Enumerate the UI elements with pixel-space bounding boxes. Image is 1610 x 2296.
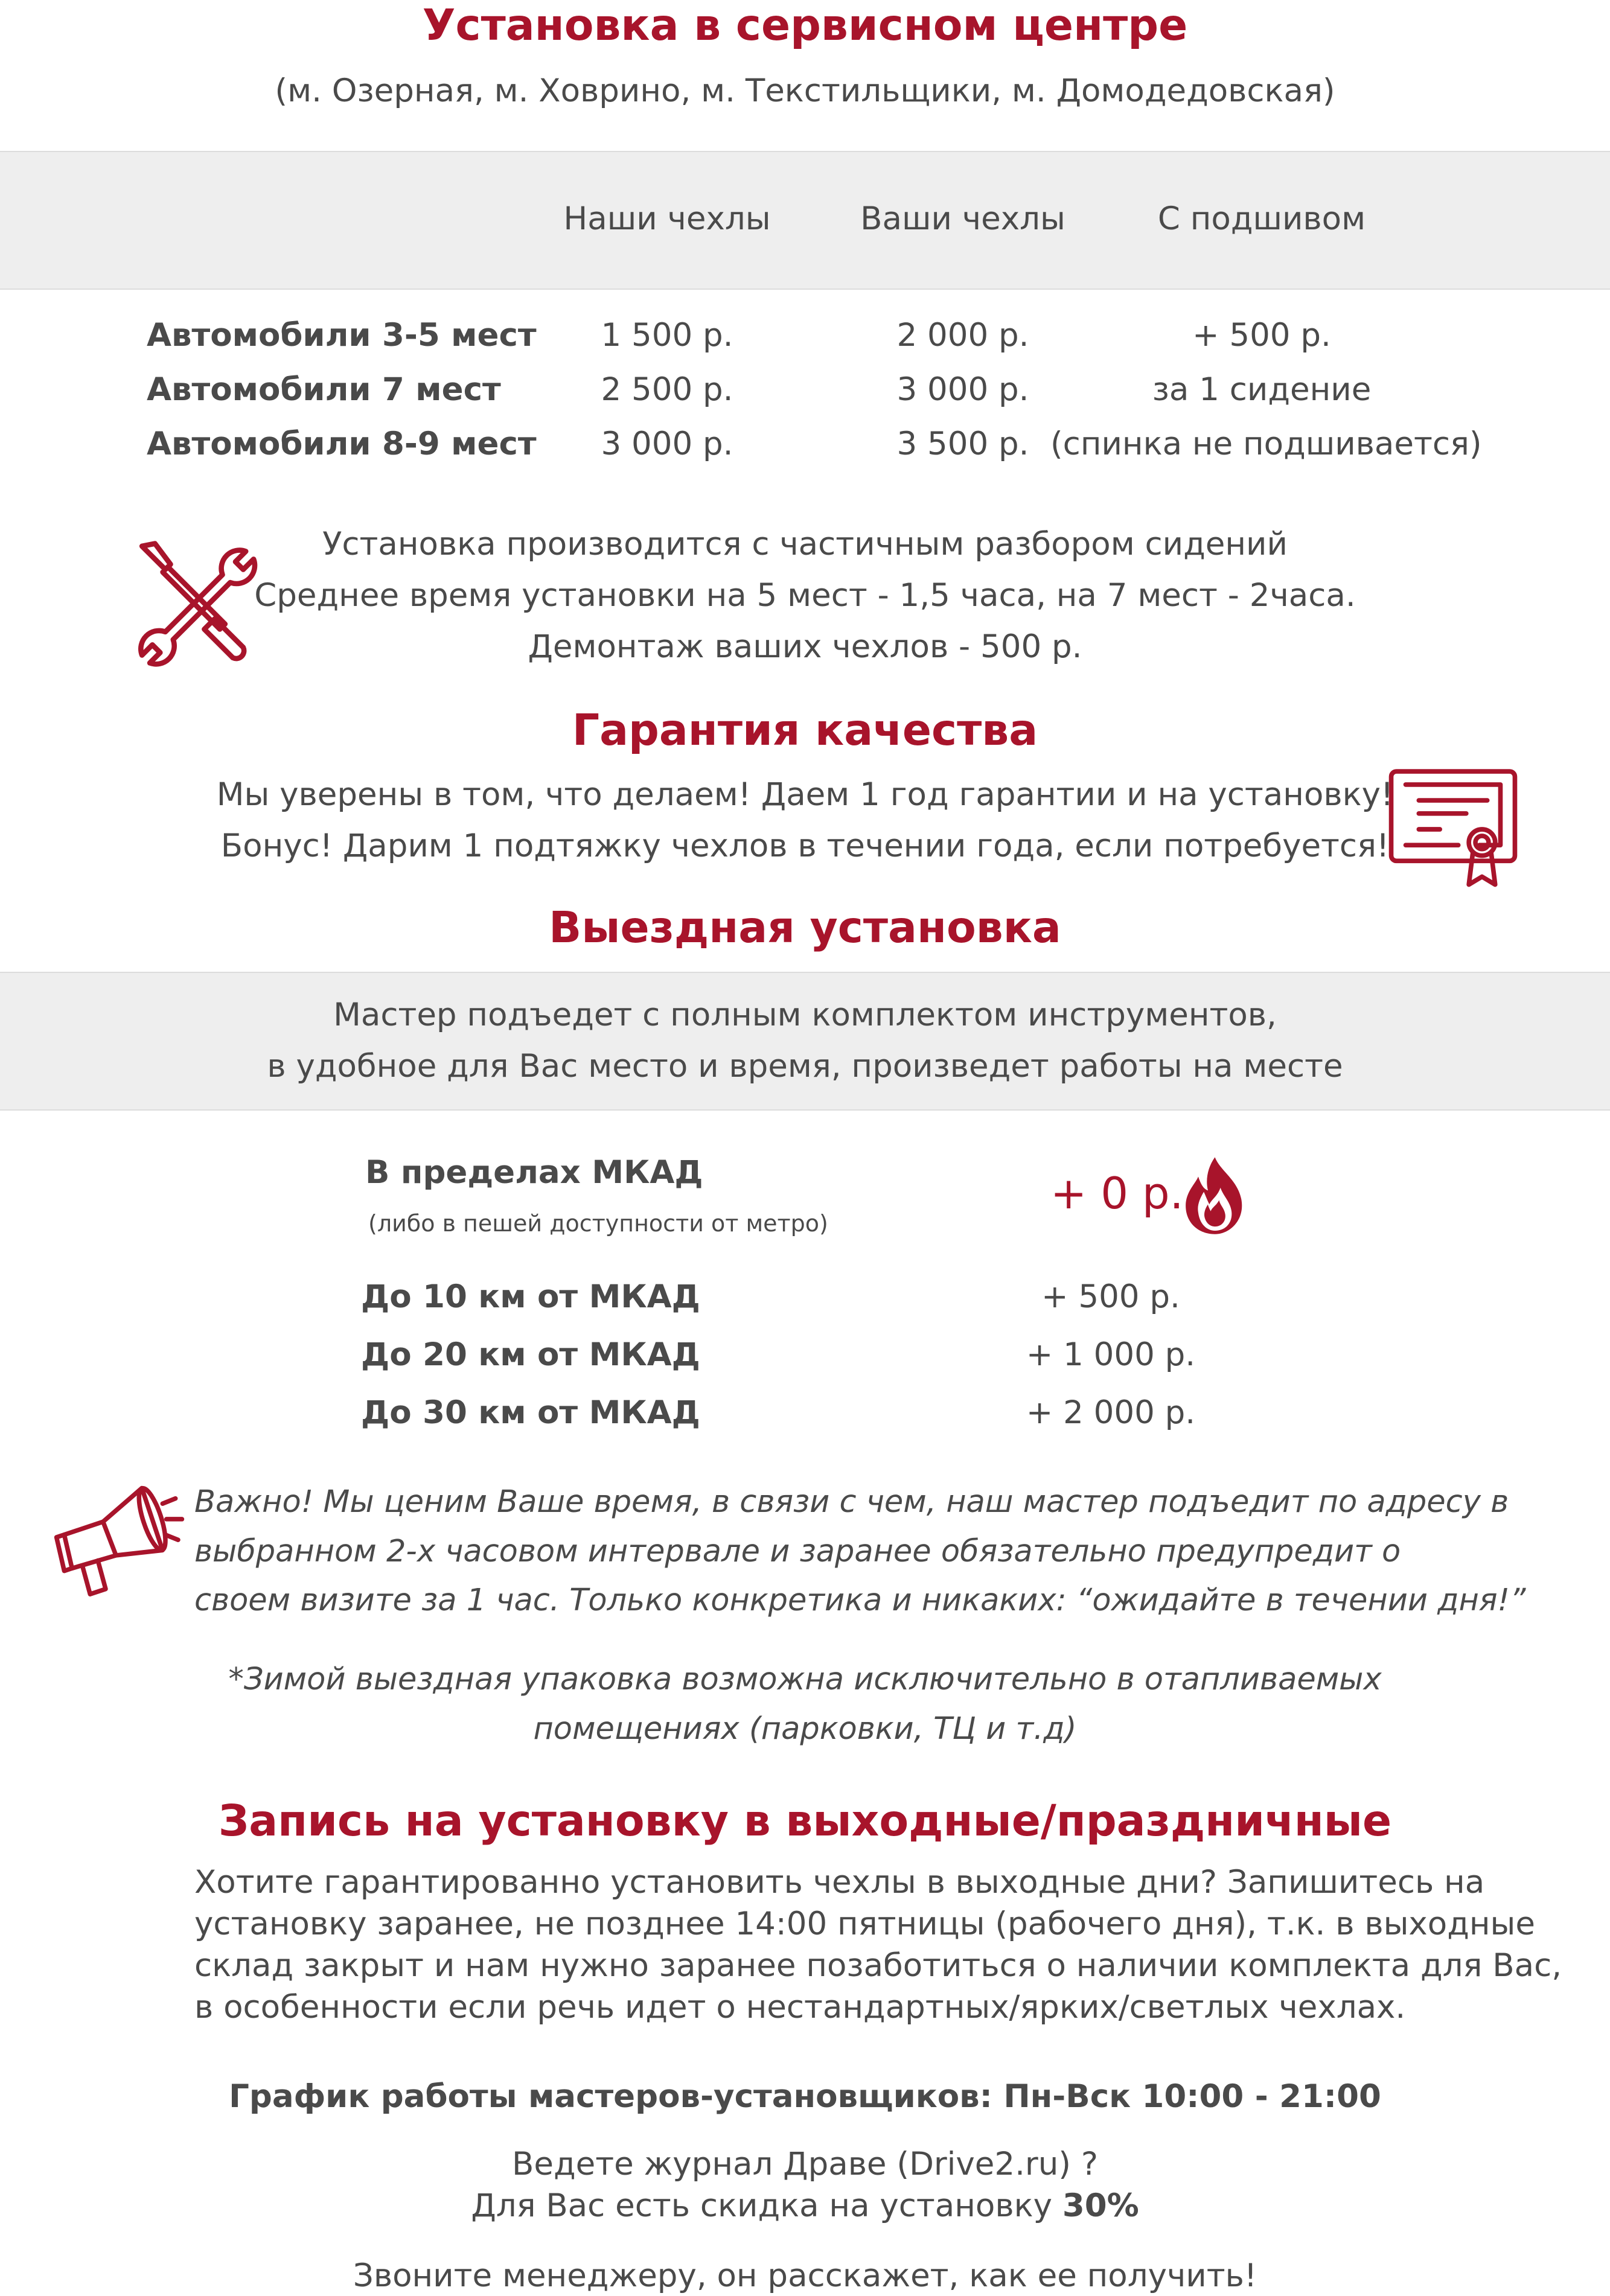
row-label: Автомобили 8-9 мест bbox=[147, 426, 537, 462]
weekend-line: склад закрыт и нам нужно заранее позаботиться о наличии комплекта для Вас, bbox=[194, 1947, 1562, 1984]
distance-label: До 20 км от МКАД bbox=[361, 1336, 700, 1373]
drive2-offer bbox=[0, 2144, 1610, 2227]
fire-icon bbox=[1180, 1156, 1250, 1236]
distance-label: До 30 км от МКАД bbox=[361, 1394, 700, 1431]
onsite-band-text bbox=[0, 990, 1610, 1092]
price-yours: 3 000 р. bbox=[896, 371, 1029, 408]
important-line: Важно! Мы ценим Ваше время, в связи с чем, наш мастер подъедит по адресу в bbox=[194, 1484, 1509, 1520]
distance-price: + 500 р. bbox=[1041, 1278, 1180, 1315]
service-center-subtitle: (м. Озерная, м. Ховрино, м. Текстильщики, м. Домодедовская) bbox=[275, 72, 1335, 109]
weekend-line: в особенности если речь идет о нестандартных/ярких/светлых чехлах. bbox=[194, 1988, 1406, 2026]
column-header-yours: Ваши чехлы bbox=[860, 200, 1065, 237]
price-ours: 3 000 р. bbox=[601, 426, 733, 462]
certificate-icon bbox=[1387, 764, 1519, 895]
row-label: Автомобили 7 мест bbox=[147, 371, 501, 408]
column-header-ours: Наши чехлы bbox=[563, 200, 771, 237]
drive2-discount-line bbox=[0, 2186, 1610, 2227]
weekend-line: установку заранее, не позднее 14:00 пятницы (рабочего дня), т.к. в выходные bbox=[194, 1905, 1535, 1942]
row-label: Автомобили 3-5 мест bbox=[147, 317, 537, 354]
service-center-title: Установка в сервисном центре bbox=[422, 0, 1188, 50]
warranty-line: Мы уверены в том, что делаем! Даем 1 год гарантии и на установку! bbox=[216, 776, 1394, 813]
warranty-text bbox=[0, 770, 1610, 872]
drive2-line: Ведете журнал Драве (Drive2.ru) ? bbox=[512, 2146, 1098, 2183]
discount-value: 30% bbox=[1062, 2187, 1139, 2224]
warranty-title: Гарантия качества bbox=[572, 705, 1038, 755]
megaphone-icon bbox=[51, 1478, 187, 1607]
distance-price: + 1 000 р. bbox=[1026, 1336, 1196, 1373]
important-line: выбранном 2-х часовом интервале и заранее обязательно предупредит о bbox=[194, 1533, 1401, 1569]
note-line: Среднее время установки на 5 мест - 1,5 часа, на 7 мест - 2часа. bbox=[254, 576, 1356, 614]
distance-price: + 2 000 р. bbox=[1026, 1394, 1196, 1431]
onsite-band bbox=[0, 972, 1610, 1111]
price-sewn: за 1 сидение bbox=[1152, 371, 1372, 408]
work-schedule: График работы мастеров-установщиков: Пн-Вск 10:00 - 21:00 bbox=[229, 2078, 1381, 2115]
weekend-title: Запись на установку в выходные/праздничные bbox=[218, 1796, 1392, 1846]
winter-line: *Зимой выездная упаковка возможна исключительно в отапливаемых bbox=[228, 1662, 1382, 1697]
price-ours: 2 500 р. bbox=[601, 371, 733, 408]
column-header-sewn: С подшивом bbox=[1157, 200, 1366, 237]
winter-notice bbox=[0, 1655, 1610, 1753]
price-sewn: + 500 р. bbox=[1192, 317, 1331, 354]
band-line: в удобное для Вас место и время, произведет работы на месте bbox=[267, 1047, 1343, 1085]
installation-notes bbox=[0, 519, 1610, 672]
mkad-price: + 0 р. bbox=[1050, 1168, 1184, 1219]
important-line: своем визите за 1 час. Только конкретика и никаких: “ожидайте в течении дня!” bbox=[194, 1583, 1526, 1619]
discount-text: Для Вас есть скидка на установку bbox=[471, 2187, 1062, 2224]
price-yours: 3 500 р. bbox=[896, 426, 1029, 462]
band-line: Мастер подъедет с полным комплектом инструментов, bbox=[333, 997, 1277, 1033]
mkad-note: (либо в пешей доступности от метро) bbox=[368, 1210, 828, 1237]
warranty-line: Бонус! Дарим 1 подтяжку чехлов в течении года, если потребуется! bbox=[220, 827, 1390, 864]
price-sewn: (спинка не подшивается) bbox=[1050, 426, 1482, 462]
note-line: Установка производится с частичным разбором сидений bbox=[322, 526, 1288, 563]
note-line: Демонтаж ваших чехлов - 500 р. bbox=[528, 628, 1082, 665]
weekend-text bbox=[194, 1862, 1562, 2029]
call-manager-text: Звоните менеджеру, он расскажет, как ее получить! bbox=[353, 2257, 1257, 2294]
winter-line: помещениях (парковки, ТЦ и т.д) bbox=[533, 1711, 1077, 1747]
price-ours: 1 500 р. bbox=[601, 317, 733, 354]
price-table-header-band bbox=[0, 151, 1610, 290]
mkad-label: В пределах МКАД bbox=[365, 1154, 703, 1191]
weekend-line: Хотите гарантированно установить чехлы в выходные дни? Запишитесь на bbox=[194, 1864, 1485, 1901]
onsite-title: Выездная установка bbox=[549, 902, 1061, 952]
important-notice bbox=[194, 1478, 1525, 1625]
distance-label: До 10 км от МКАД bbox=[361, 1278, 700, 1315]
price-yours: 2 000 р. bbox=[896, 317, 1029, 354]
